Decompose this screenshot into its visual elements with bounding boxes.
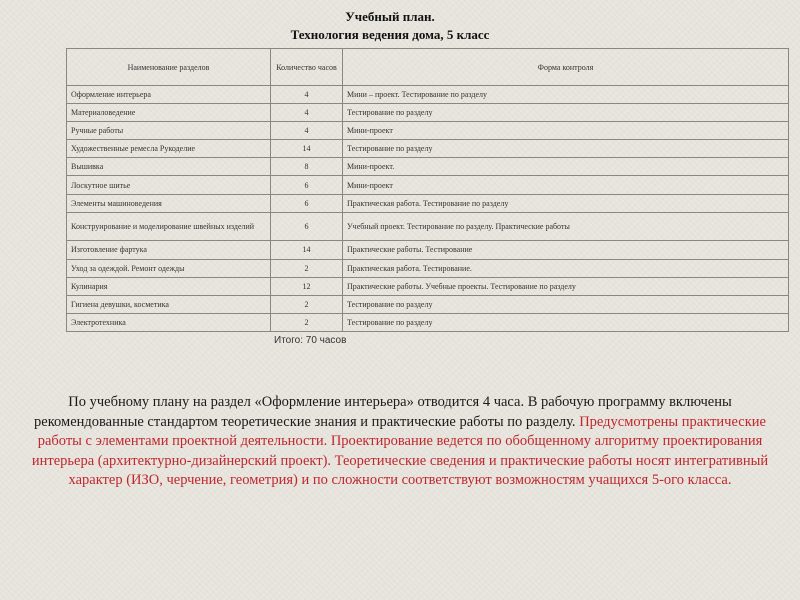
control-form-cell: Тестирование по разделу xyxy=(343,140,789,158)
section-name-cell: Элементы машиноведения xyxy=(67,194,271,212)
table-row xyxy=(67,277,789,295)
section-name-cell: Вышивка xyxy=(67,158,271,176)
control-form-cell: Практические работы. Учебные проекты. Тестирование по разделу xyxy=(343,277,789,295)
hours-cell: 2 xyxy=(271,313,343,331)
table-row xyxy=(67,158,789,176)
hours-cell: 14 xyxy=(271,241,343,259)
table-row xyxy=(67,295,789,313)
hours-cell: 2 xyxy=(271,259,343,277)
section-name-cell: Кулинария xyxy=(67,277,271,295)
section-name-cell: Оформление интерьера xyxy=(67,86,271,104)
description-highlight-text: Предусмотрены практические работы с элементами проектной деятельности. Проектирование ведется по обобщенному алгоритму проектирования интерьера (архитектурно-дизайнерский проект). Теоретические сведения и практические работы носят интегративный характер (ИЗО, черчение, геометрия) и по сложности соответствуют возможностям учащихся 5-ого класса. xyxy=(31,413,769,488)
control-form-cell: Мини-проект xyxy=(343,176,789,194)
hours-cell: 6 xyxy=(271,212,343,241)
section-name-cell: Материаловедение xyxy=(67,104,271,122)
description-paragraph xyxy=(14,393,786,491)
hours-cell: 4 xyxy=(271,86,343,104)
table-row xyxy=(67,104,789,122)
page-title xyxy=(200,8,580,44)
control-form-cell: Тестирование по разделу xyxy=(343,295,789,313)
header-hours: Количество часов xyxy=(271,49,343,86)
section-name-cell: Уход за одеждой. Ремонт одежды xyxy=(67,259,271,277)
header-control-form: Форма контроля xyxy=(343,49,789,86)
title-line-1: Учебный план. xyxy=(345,9,435,24)
table-row xyxy=(67,259,789,277)
section-name-cell: Гигиена девушки, косметика xyxy=(67,295,271,313)
hours-cell: 4 xyxy=(271,122,343,140)
table-row xyxy=(67,194,789,212)
control-form-cell: Практическая работа. Тестирование по разделу xyxy=(343,194,789,212)
section-name-cell: Художественные ремесла Рукоделие xyxy=(67,140,271,158)
table-row xyxy=(67,176,789,194)
hours-cell: 6 xyxy=(271,176,343,194)
control-form-cell: Тестирование по разделу xyxy=(343,104,789,122)
header-section-name: Наименование разделов xyxy=(67,49,271,86)
table-body xyxy=(67,86,789,332)
hours-cell: 8 xyxy=(271,158,343,176)
section-name-cell: Электротехника xyxy=(67,313,271,331)
control-form-cell: Мини-проект. xyxy=(343,158,789,176)
curriculum-table xyxy=(66,48,789,332)
section-name-cell: Ручные работы xyxy=(67,122,271,140)
section-name-cell: Изготовление фартука xyxy=(67,241,271,259)
control-form-cell: Практические работы. Тестирование xyxy=(343,241,789,259)
table-row xyxy=(67,212,789,241)
title-line-2: Технология ведения дома, 5 класс xyxy=(290,27,490,42)
description-text: По учебному плану на раздел «Оформление интерьера» отводится 4 часа. В рабочую программу включены рекомендованные стандартом теоретические знания и практические работы по разделу. xyxy=(34,394,732,430)
control-form-cell: Учебный проект. Тестирование по разделу. Практические работы xyxy=(343,212,789,241)
control-form-cell: Тестирование по разделу xyxy=(343,313,789,331)
table-row xyxy=(67,313,789,331)
hours-cell: 2 xyxy=(271,295,343,313)
hours-cell: 4 xyxy=(271,104,343,122)
control-form-cell: Мини – проект. Тестирование по разделу xyxy=(343,86,789,104)
control-form-cell: Мини-проект xyxy=(343,122,789,140)
table-row xyxy=(67,86,789,104)
section-name-cell: Конструирование и моделирование швейных изделий xyxy=(67,212,271,241)
hours-cell: 12 xyxy=(271,277,343,295)
total-hours: Итого: 70 часов xyxy=(274,335,347,346)
control-form-cell: Практическая работа. Тестирование. xyxy=(343,259,789,277)
hours-cell: 6 xyxy=(271,194,343,212)
hours-cell: 14 xyxy=(271,140,343,158)
table-row xyxy=(67,241,789,259)
table-row xyxy=(67,122,789,140)
section-name-cell: Лоскутное шитье xyxy=(67,176,271,194)
table-header-row xyxy=(67,49,789,86)
table-row xyxy=(67,140,789,158)
